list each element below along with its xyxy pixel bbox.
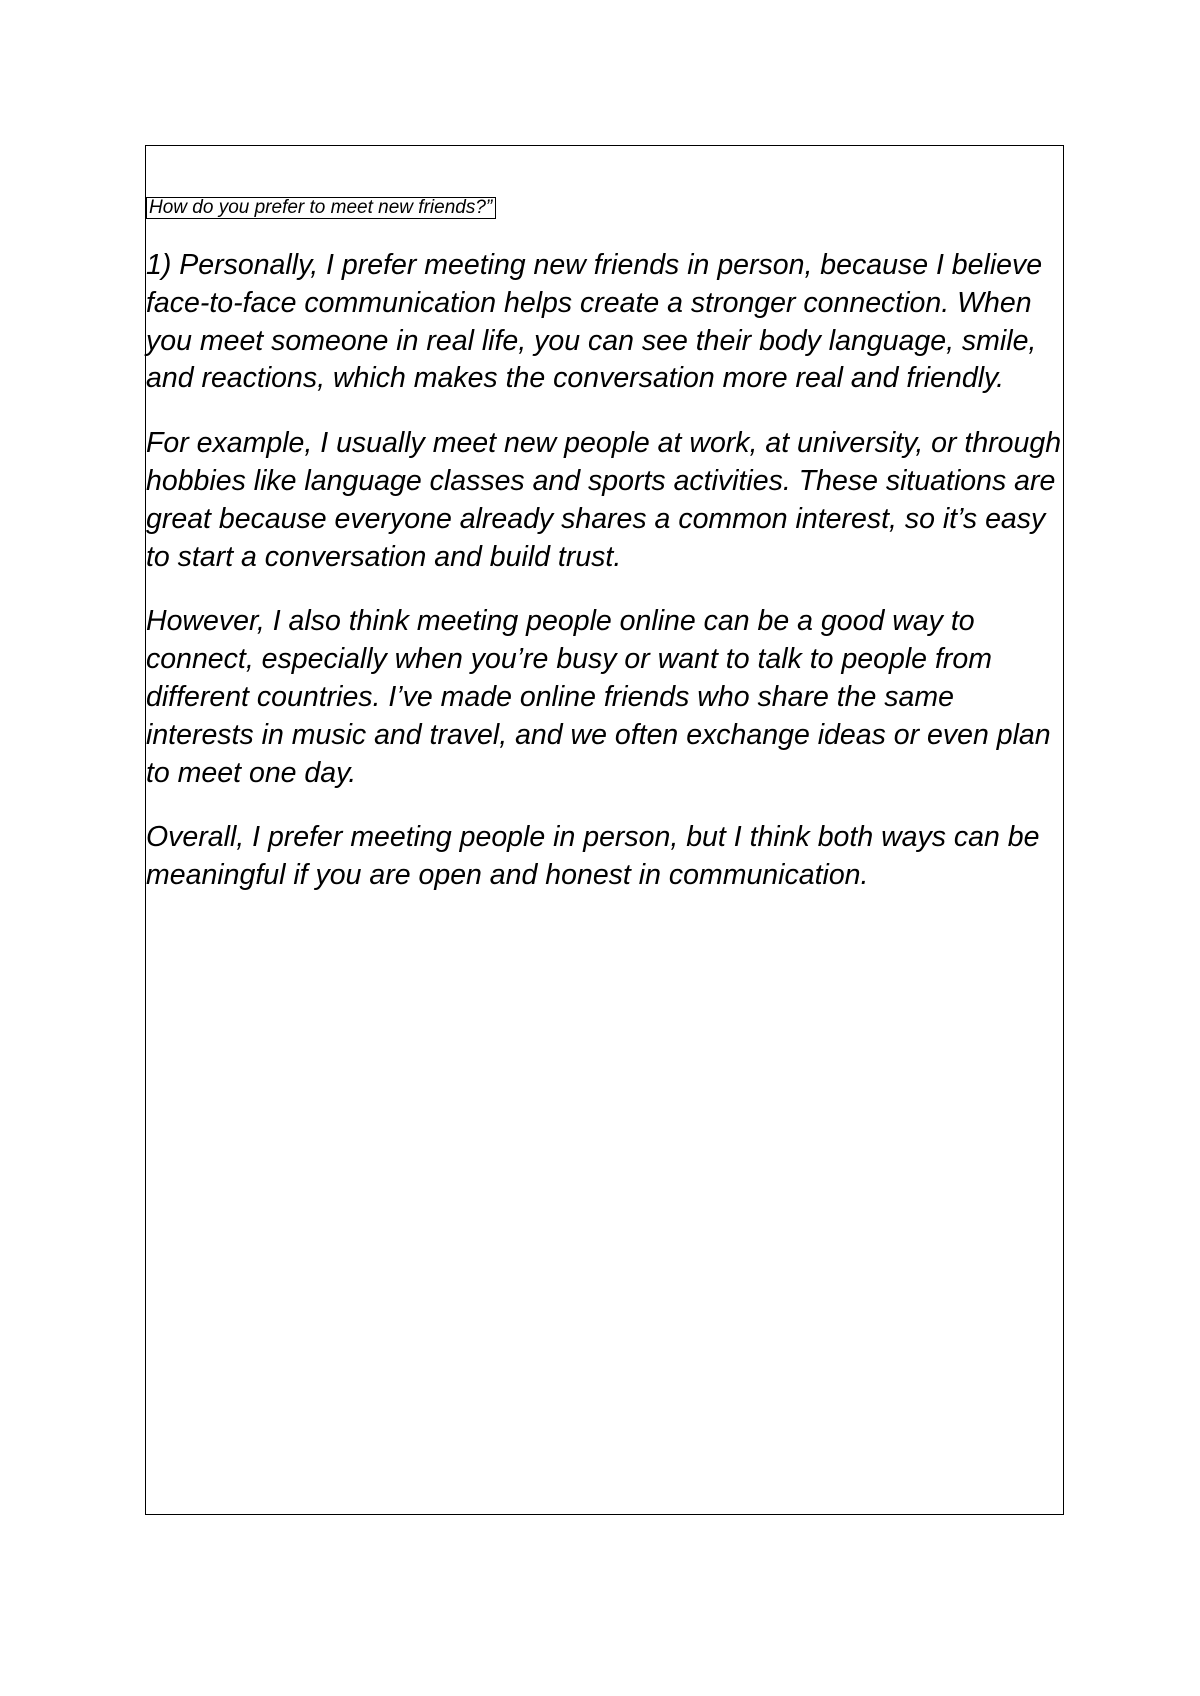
paragraph-online: However, I also think meeting people online can be a good way to connect, especially when you’re busy or want to talk to people from different countries. I’ve made online friends who share the same interests in music and travel, and we often exchange ideas or even plan to meet one day. <box>146 605 1051 789</box>
answer-text <box>146 247 1066 922</box>
paragraph-conclusion: Overall, I prefer meeting people in person, but I think both ways can be meaningful if you are open and honest in communication. <box>146 821 1040 892</box>
paragraph-example: For example, I usually meet new people at work, at university, or through hobbies like language classes and sports activities. These situations are great because everyone already shares a common interest, so it’s easy to start a conversation and build trust. <box>146 427 1062 573</box>
paragraph-intro: 1) Personally, I prefer meeting new friends in person, because I believe face-to-face communication helps create a stronger connection. When you meet someone in real life, you can see their body language, smile, and reactions, which makes the conversation more real and friendly. <box>146 249 1043 395</box>
question-heading: How do you prefer to meet new friends?” <box>146 197 496 219</box>
